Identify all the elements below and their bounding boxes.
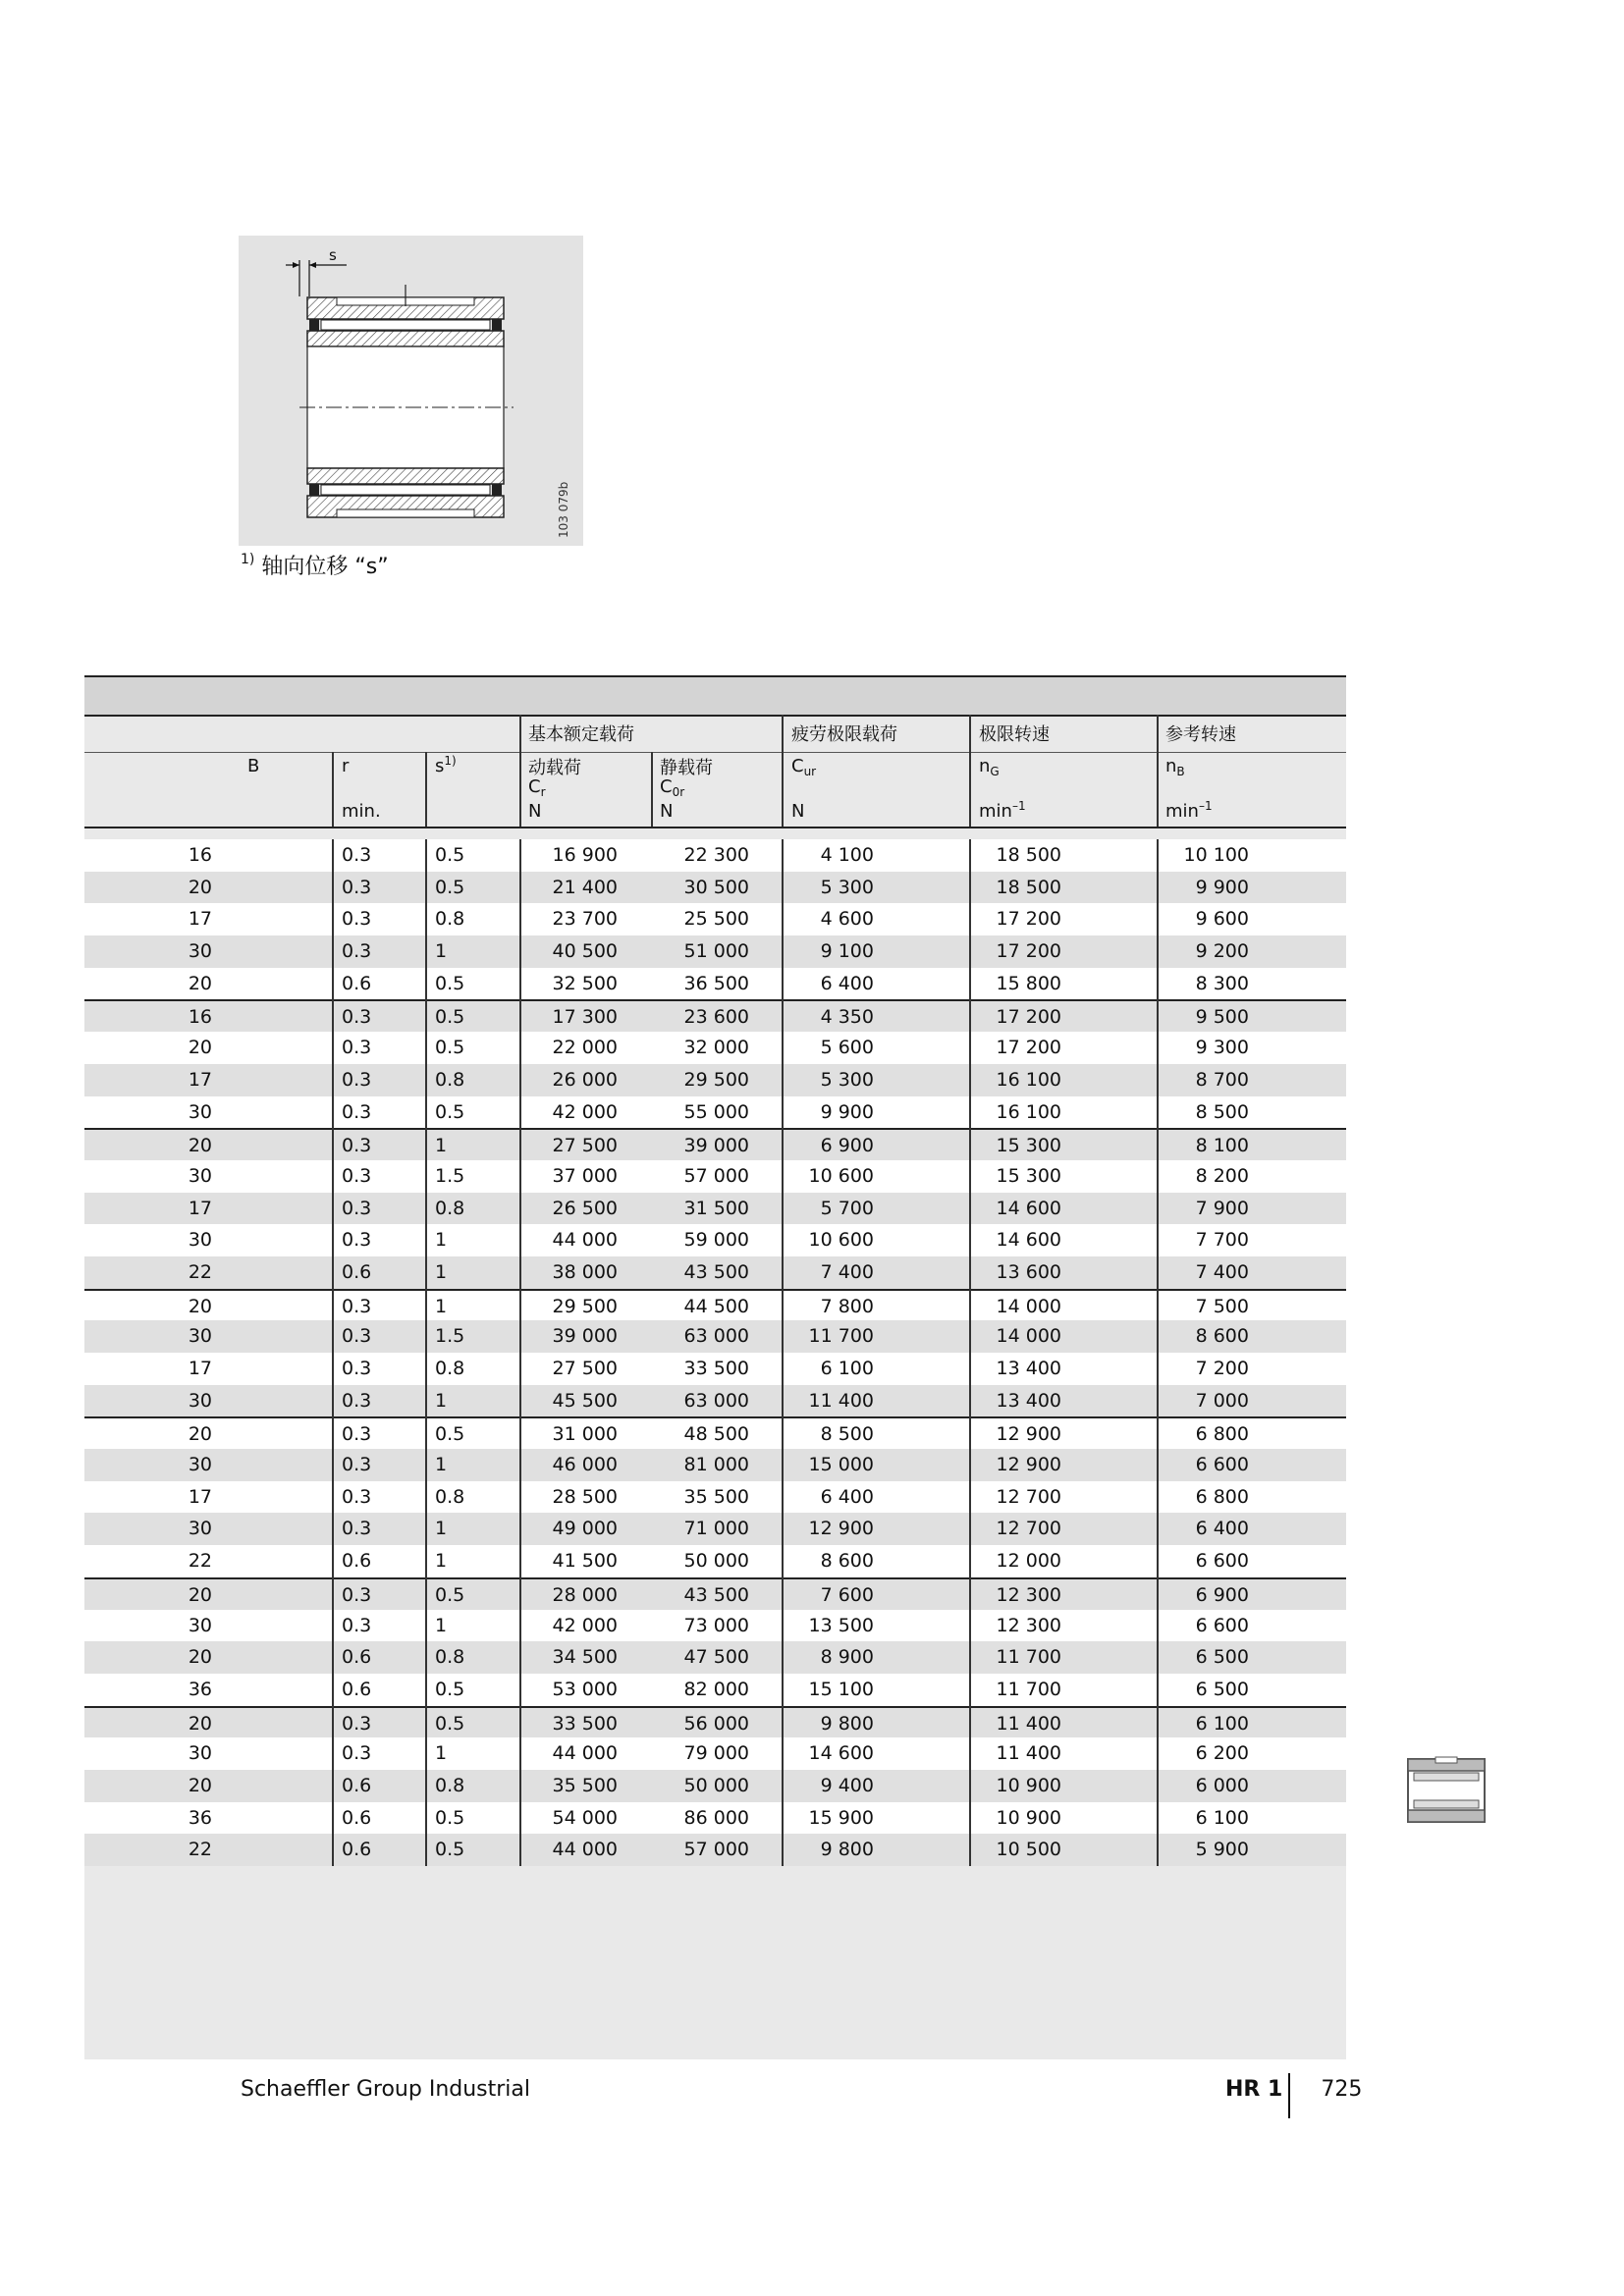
cell-cur: 8 900 xyxy=(820,1646,874,1669)
unit-nb: $\min^{-1}$ xyxy=(1165,799,1213,822)
cell-cur: 9 800 xyxy=(820,1712,874,1735)
cell-c0r: 63 000 xyxy=(683,1389,749,1412)
cell-ng: 13 400 xyxy=(996,1358,1061,1379)
cell-nb: 6 600 xyxy=(1195,1550,1249,1573)
cell-ng: 17 200 xyxy=(996,1037,1061,1059)
cell-B: 17 xyxy=(188,1197,212,1219)
cell-nb: 9 600 xyxy=(1195,908,1249,931)
cell-cr: 54 000 xyxy=(552,1806,618,1829)
cell-s: 1.5 xyxy=(435,1164,465,1187)
cell-cr: 53 000 xyxy=(552,1678,618,1700)
cell-B: 16 xyxy=(188,1006,212,1029)
cell-ng: 10 900 xyxy=(996,1774,1061,1796)
cell-ng: 12 900 xyxy=(996,1454,1061,1476)
cell-nb: 6 400 xyxy=(1195,1518,1249,1540)
cell-B: 20 xyxy=(188,1295,212,1317)
cell-ng: 17 200 xyxy=(996,1006,1061,1029)
cell-ng: 18 500 xyxy=(996,844,1061,866)
cell-ng: 12 900 xyxy=(996,1423,1061,1446)
cell-cur: 4 350 xyxy=(820,1006,874,1029)
cell-B: 16 xyxy=(188,844,212,866)
cell-B: 30 xyxy=(188,1389,212,1412)
cell-cr: 23 700 xyxy=(552,908,618,931)
cell-B: 20 xyxy=(188,972,212,994)
cell-cr: 44 000 xyxy=(552,1839,618,1861)
cell-c0r: 30 500 xyxy=(683,876,749,898)
cell-nb: 8 200 xyxy=(1195,1164,1249,1187)
cell-B: 30 xyxy=(188,1164,212,1187)
footer-page-info xyxy=(1225,2077,1362,2102)
cell-s: 0.8 xyxy=(435,1646,465,1669)
bearing-section-figure xyxy=(239,236,583,546)
cell-cur: 13 500 xyxy=(808,1614,874,1636)
cell-c0r: 57 000 xyxy=(683,1164,749,1187)
cell-cr: 16 900 xyxy=(552,844,618,866)
cell-nb: 6 800 xyxy=(1195,1485,1249,1508)
cell-r: 0.6 xyxy=(342,972,372,994)
cell-nb: 6 500 xyxy=(1195,1646,1249,1669)
cell-c0r: 22 300 xyxy=(683,844,749,866)
cell-s: 1 xyxy=(435,1742,448,1765)
header-basic-load: 基本额定载荷 xyxy=(528,724,634,745)
cell-B: 17 xyxy=(188,1358,212,1379)
footnote-marker: 1) xyxy=(241,551,255,567)
cell-nb: 6 900 xyxy=(1195,1583,1249,1606)
cell-c0r: 47 500 xyxy=(683,1646,749,1669)
cell-r: 0.3 xyxy=(342,1295,372,1317)
cell-nb: 7 700 xyxy=(1195,1229,1249,1252)
cell-r: 0.3 xyxy=(342,908,372,931)
cell-c0r: 55 000 xyxy=(683,1100,749,1123)
cell-cur: 12 900 xyxy=(808,1518,874,1540)
cell-r: 0.6 xyxy=(342,1678,372,1700)
cell-c0r: 59 000 xyxy=(683,1229,749,1252)
cell-r: 0.6 xyxy=(342,1550,372,1573)
cell-cr: 35 500 xyxy=(552,1774,618,1796)
cell-B: 20 xyxy=(188,1774,212,1796)
cell-ng: 14 000 xyxy=(996,1325,1061,1348)
cell-nb: 6 000 xyxy=(1195,1774,1249,1796)
cell-ng: 11 700 xyxy=(996,1678,1061,1700)
cell-s: 0.5 xyxy=(435,1678,465,1700)
cell-cr: 34 500 xyxy=(552,1646,618,1669)
cell-c0r: 51 000 xyxy=(683,940,749,963)
cell-nb: 6 800 xyxy=(1195,1423,1249,1446)
cell-r: 0.3 xyxy=(342,1006,372,1029)
cell-s: 1 xyxy=(435,1260,448,1283)
cell-nb: 6 600 xyxy=(1195,1614,1249,1636)
cell-s: 1.5 xyxy=(435,1325,465,1348)
cell-nb: 8 100 xyxy=(1195,1135,1249,1157)
cell-B: 22 xyxy=(188,1550,212,1573)
cell-cr: 42 000 xyxy=(552,1614,618,1636)
cell-c0r: 57 000 xyxy=(683,1839,749,1861)
footnote-text: 轴向位移 “s” xyxy=(261,555,389,579)
cell-cur: 15 900 xyxy=(808,1806,874,1829)
header-static: 静载荷 xyxy=(660,758,713,778)
cell-r: 0.3 xyxy=(342,1037,372,1059)
cell-cr: 39 000 xyxy=(552,1325,618,1348)
cell-nb: 9 500 xyxy=(1195,1006,1249,1029)
cell-cur: 15 000 xyxy=(808,1454,874,1476)
cell-nb: 7 200 xyxy=(1195,1358,1249,1379)
cell-s: 0.8 xyxy=(435,1774,465,1796)
unit-r: min. xyxy=(342,801,381,822)
cell-r: 0.6 xyxy=(342,1806,372,1829)
cell-ng: 14 000 xyxy=(996,1295,1061,1317)
cell-s: 1 xyxy=(435,940,448,963)
cell-nb: 7 400 xyxy=(1195,1260,1249,1283)
cell-s: 0.5 xyxy=(435,972,465,994)
cell-B: 30 xyxy=(188,1100,212,1123)
cell-c0r: 23 600 xyxy=(683,1006,749,1029)
cell-ng: 16 100 xyxy=(996,1100,1061,1123)
cell-c0r: 50 000 xyxy=(683,1550,749,1573)
cell-nb: 7 000 xyxy=(1195,1389,1249,1412)
cell-ng: 11 700 xyxy=(996,1646,1061,1669)
cell-c0r: 35 500 xyxy=(683,1485,749,1508)
cell-cur: 5 300 xyxy=(820,876,874,898)
cell-r: 0.3 xyxy=(342,1389,372,1412)
cell-B: 20 xyxy=(188,1646,212,1669)
cell-r: 0.3 xyxy=(342,1135,372,1157)
cell-s: 1 xyxy=(435,1135,448,1157)
cell-r: 0.3 xyxy=(342,940,372,963)
cell-ng: 10 900 xyxy=(996,1806,1061,1829)
cell-s: 0.5 xyxy=(435,876,465,898)
cell-nb: 5 900 xyxy=(1195,1839,1249,1861)
cell-ng: 16 100 xyxy=(996,1068,1061,1091)
cell-B: 30 xyxy=(188,1325,212,1348)
bearing-drawing xyxy=(239,236,583,546)
cell-ng: 12 000 xyxy=(996,1550,1061,1573)
cell-cr: 44 000 xyxy=(552,1742,618,1765)
cell-c0r: 86 000 xyxy=(683,1806,749,1829)
cell-nb: 6 600 xyxy=(1195,1454,1249,1476)
cell-s: 1 xyxy=(435,1389,448,1412)
cell-s: 0.8 xyxy=(435,1358,465,1379)
cell-cur: 9 900 xyxy=(820,1100,874,1123)
cell-c0r: 33 500 xyxy=(683,1358,749,1379)
cell-cr: 41 500 xyxy=(552,1550,618,1573)
cell-cr: 29 500 xyxy=(552,1295,618,1317)
cell-r: 0.3 xyxy=(342,1197,372,1219)
cell-cur: 6 400 xyxy=(820,972,874,994)
cell-ng: 15 300 xyxy=(996,1135,1061,1157)
cell-cur: 7 400 xyxy=(820,1260,874,1283)
cell-cr: 32 500 xyxy=(552,972,618,994)
cell-nb: 9 200 xyxy=(1195,940,1249,963)
cell-cur: 4 100 xyxy=(820,844,874,866)
cell-cur: 8 600 xyxy=(820,1550,874,1573)
cell-c0r: 63 000 xyxy=(683,1325,749,1348)
cell-s: 0.5 xyxy=(435,1006,465,1029)
cell-ng: 11 400 xyxy=(996,1712,1061,1735)
cell-B: 20 xyxy=(188,1037,212,1059)
cell-r: 0.3 xyxy=(342,1485,372,1508)
cell-r: 0.3 xyxy=(342,1100,372,1123)
table-top-bar xyxy=(84,675,1346,715)
cell-s: 0.8 xyxy=(435,908,465,931)
cell-s: 1 xyxy=(435,1614,448,1636)
unit-ng: $\min^{-1}$ xyxy=(979,799,1026,822)
cell-nb: 9 300 xyxy=(1195,1037,1249,1059)
cell-ng: 10 500 xyxy=(996,1839,1061,1861)
cell-c0r: 71 000 xyxy=(683,1518,749,1540)
cell-c0r: 29 500 xyxy=(683,1068,749,1091)
cell-r: 0.3 xyxy=(342,1325,372,1348)
cell-c0r: 43 500 xyxy=(683,1260,749,1283)
cell-r: 0.3 xyxy=(342,1742,372,1765)
cell-nb: 8 500 xyxy=(1195,1100,1249,1123)
cell-s: 0.5 xyxy=(435,1839,465,1861)
cell-cr: 22 000 xyxy=(552,1037,618,1059)
cell-s: 0.5 xyxy=(435,1100,465,1123)
cell-B: 20 xyxy=(188,1712,212,1735)
cell-cr: 38 000 xyxy=(552,1260,618,1283)
cell-c0r: 79 000 xyxy=(683,1742,749,1765)
header-static-symbol: $C_{0r}$ xyxy=(660,776,685,799)
cell-ng: 17 200 xyxy=(996,908,1061,931)
cell-cr: 27 500 xyxy=(552,1358,618,1379)
cell-s: 1 xyxy=(435,1295,448,1317)
cell-cur: 14 600 xyxy=(808,1742,874,1765)
cell-r: 0.3 xyxy=(342,1712,372,1735)
cell-cur: 6 900 xyxy=(820,1135,874,1157)
footer-company: Schaeffler Group Industrial xyxy=(241,2077,531,2102)
cell-c0r: 44 500 xyxy=(683,1295,749,1317)
cell-c0r: 82 000 xyxy=(683,1678,749,1700)
cell-cur: 8 500 xyxy=(820,1423,874,1446)
cell-cur: 9 800 xyxy=(820,1839,874,1861)
cell-s: 0.5 xyxy=(435,1037,465,1059)
cell-r: 0.3 xyxy=(342,1583,372,1606)
cell-s: 1 xyxy=(435,1454,448,1476)
cell-cr: 44 000 xyxy=(552,1229,618,1252)
header-r: r xyxy=(342,756,350,776)
cell-B: 17 xyxy=(188,1485,212,1508)
cell-c0r: 36 500 xyxy=(683,972,749,994)
bearing-data-table xyxy=(84,675,1346,2059)
cell-nb: 7 500 xyxy=(1195,1295,1249,1317)
header-dynamic-symbol: $C_r$ xyxy=(528,776,546,799)
dim-s-label: s xyxy=(329,246,337,264)
cell-cur: 7 600 xyxy=(820,1583,874,1606)
cell-c0r: 32 000 xyxy=(683,1037,749,1059)
cell-cr: 40 500 xyxy=(552,940,618,963)
cell-s: 0.5 xyxy=(435,1712,465,1735)
header-limit-speed: 极限转速 xyxy=(979,724,1050,745)
cell-ng: 15 800 xyxy=(996,972,1061,994)
cell-r: 0.6 xyxy=(342,1839,372,1861)
cell-s: 0.8 xyxy=(435,1197,465,1219)
cell-c0r: 31 500 xyxy=(683,1197,749,1219)
cell-B: 20 xyxy=(188,1135,212,1157)
cell-s: 0.5 xyxy=(435,1423,465,1446)
cell-s: 0.8 xyxy=(435,1485,465,1508)
cell-nb: 6 500 xyxy=(1195,1678,1249,1700)
cell-B: 20 xyxy=(188,1583,212,1606)
cell-r: 0.6 xyxy=(342,1646,372,1669)
needle-bearing-thumbnail-icon xyxy=(1406,1755,1487,1826)
cell-ng: 12 700 xyxy=(996,1518,1061,1540)
footnote xyxy=(241,550,389,580)
cell-r: 0.3 xyxy=(342,1358,372,1379)
cell-cur: 5 600 xyxy=(820,1037,874,1059)
cell-s: 1 xyxy=(435,1229,448,1252)
cell-cur: 9 100 xyxy=(820,940,874,963)
cell-cr: 26 500 xyxy=(552,1197,618,1219)
cell-ng: 13 400 xyxy=(996,1389,1061,1412)
cell-cur: 5 300 xyxy=(820,1068,874,1091)
cell-cr: 27 500 xyxy=(552,1135,618,1157)
cell-r: 0.3 xyxy=(342,1614,372,1636)
unit-dynamic: N xyxy=(528,801,542,822)
cell-cur: 6 100 xyxy=(820,1358,874,1379)
cell-B: 30 xyxy=(188,1229,212,1252)
cell-cur: 15 100 xyxy=(808,1678,874,1700)
cell-ng: 14 600 xyxy=(996,1197,1061,1219)
cell-nb: 6 200 xyxy=(1195,1742,1249,1765)
cell-B: 30 xyxy=(188,1614,212,1636)
header-s: $s^{1)}$ xyxy=(435,754,457,776)
cell-cr: 46 000 xyxy=(552,1454,618,1476)
cell-ng: 18 500 xyxy=(996,876,1061,898)
header-ng-symbol: $n_G$ xyxy=(979,756,1000,778)
cell-B: 20 xyxy=(188,876,212,898)
cell-c0r: 50 000 xyxy=(683,1774,749,1796)
cell-ng: 12 300 xyxy=(996,1583,1061,1606)
cell-B: 30 xyxy=(188,1742,212,1765)
cell-ng: 11 400 xyxy=(996,1742,1061,1765)
cell-ng: 12 300 xyxy=(996,1614,1061,1636)
cell-ng: 13 600 xyxy=(996,1260,1061,1283)
cell-cr: 26 000 xyxy=(552,1068,618,1091)
cell-B: 30 xyxy=(188,1454,212,1476)
cell-cur: 9 400 xyxy=(820,1774,874,1796)
cell-r: 0.3 xyxy=(342,876,372,898)
header-fatigue-load: 疲劳极限载荷 xyxy=(791,724,897,745)
cell-B: 20 xyxy=(188,1423,212,1446)
cell-c0r: 81 000 xyxy=(683,1454,749,1476)
cell-cur: 5 700 xyxy=(820,1197,874,1219)
cell-cr: 17 300 xyxy=(552,1006,618,1029)
cell-r: 0.3 xyxy=(342,1518,372,1540)
header-cur-symbol: $C_{ur}$ xyxy=(791,756,817,778)
cell-nb: 9 900 xyxy=(1195,876,1249,898)
cell-s: 1 xyxy=(435,1550,448,1573)
cell-B: 22 xyxy=(188,1839,212,1861)
figure-code: 103 079b xyxy=(557,481,570,538)
cell-cur: 10 600 xyxy=(808,1164,874,1187)
cell-B: 30 xyxy=(188,1518,212,1540)
cell-r: 0.6 xyxy=(342,1260,372,1283)
cell-r: 0.6 xyxy=(342,1774,372,1796)
cell-cr: 37 000 xyxy=(552,1164,618,1187)
cell-cur: 4 600 xyxy=(820,908,874,931)
cell-ng: 15 300 xyxy=(996,1164,1061,1187)
cell-cr: 21 400 xyxy=(552,876,618,898)
cell-cr: 31 000 xyxy=(552,1423,618,1446)
cell-s: 1 xyxy=(435,1518,448,1540)
cell-cur: 6 400 xyxy=(820,1485,874,1508)
cell-cr: 42 000 xyxy=(552,1100,618,1123)
footer-catalog: HR 1 xyxy=(1225,2077,1283,2102)
cell-B: 36 xyxy=(188,1806,212,1829)
cell-cr: 49 000 xyxy=(552,1518,618,1540)
cell-ng: 14 600 xyxy=(996,1229,1061,1252)
cell-r: 0.3 xyxy=(342,1423,372,1446)
cell-nb: 7 900 xyxy=(1195,1197,1249,1219)
cell-cr: 45 500 xyxy=(552,1389,618,1412)
cell-ng: 17 200 xyxy=(996,940,1061,963)
cell-cur: 10 600 xyxy=(808,1229,874,1252)
cell-B: 36 xyxy=(188,1678,212,1700)
cell-cur: 11 400 xyxy=(808,1389,874,1412)
cell-s: 0.5 xyxy=(435,1806,465,1829)
cell-c0r: 73 000 xyxy=(683,1614,749,1636)
cell-cr: 33 500 xyxy=(552,1712,618,1735)
cell-nb: 10 100 xyxy=(1183,844,1249,866)
cell-cr: 28 000 xyxy=(552,1583,618,1606)
cell-ng: 12 700 xyxy=(996,1485,1061,1508)
cell-nb: 6 100 xyxy=(1195,1712,1249,1735)
cell-c0r: 39 000 xyxy=(683,1135,749,1157)
header-dynamic: 动载荷 xyxy=(528,758,581,778)
cell-c0r: 43 500 xyxy=(683,1583,749,1606)
cell-r: 0.3 xyxy=(342,1068,372,1091)
unit-static: N xyxy=(660,801,674,822)
cell-B: 22 xyxy=(188,1260,212,1283)
header-ref-speed: 参考转速 xyxy=(1165,724,1236,745)
header-nb-symbol: $n_B$ xyxy=(1165,756,1185,778)
cell-c0r: 48 500 xyxy=(683,1423,749,1446)
cell-cur: 7 800 xyxy=(820,1295,874,1317)
cell-r: 0.3 xyxy=(342,1164,372,1187)
footer-page-number: 725 xyxy=(1321,2077,1363,2102)
cell-s: 0.5 xyxy=(435,844,465,866)
cell-B: 30 xyxy=(188,940,212,963)
table-header xyxy=(84,715,1346,828)
cell-cr: 28 500 xyxy=(552,1485,618,1508)
cell-nb: 8 700 xyxy=(1195,1068,1249,1091)
cell-nb: 8 300 xyxy=(1195,972,1249,994)
cell-c0r: 25 500 xyxy=(683,908,749,931)
cell-r: 0.3 xyxy=(342,844,372,866)
cell-c0r: 56 000 xyxy=(683,1712,749,1735)
cell-B: 17 xyxy=(188,1068,212,1091)
header-B: B xyxy=(247,756,260,776)
cell-nb: 8 600 xyxy=(1195,1325,1249,1348)
cell-B: 17 xyxy=(188,908,212,931)
cell-s: 0.5 xyxy=(435,1583,465,1606)
cell-s: 0.8 xyxy=(435,1068,465,1091)
unit-cur: N xyxy=(791,801,805,822)
cell-nb: 6 100 xyxy=(1195,1806,1249,1829)
cell-r: 0.3 xyxy=(342,1454,372,1476)
cell-cur: 11 700 xyxy=(808,1325,874,1348)
cell-r: 0.3 xyxy=(342,1229,372,1252)
